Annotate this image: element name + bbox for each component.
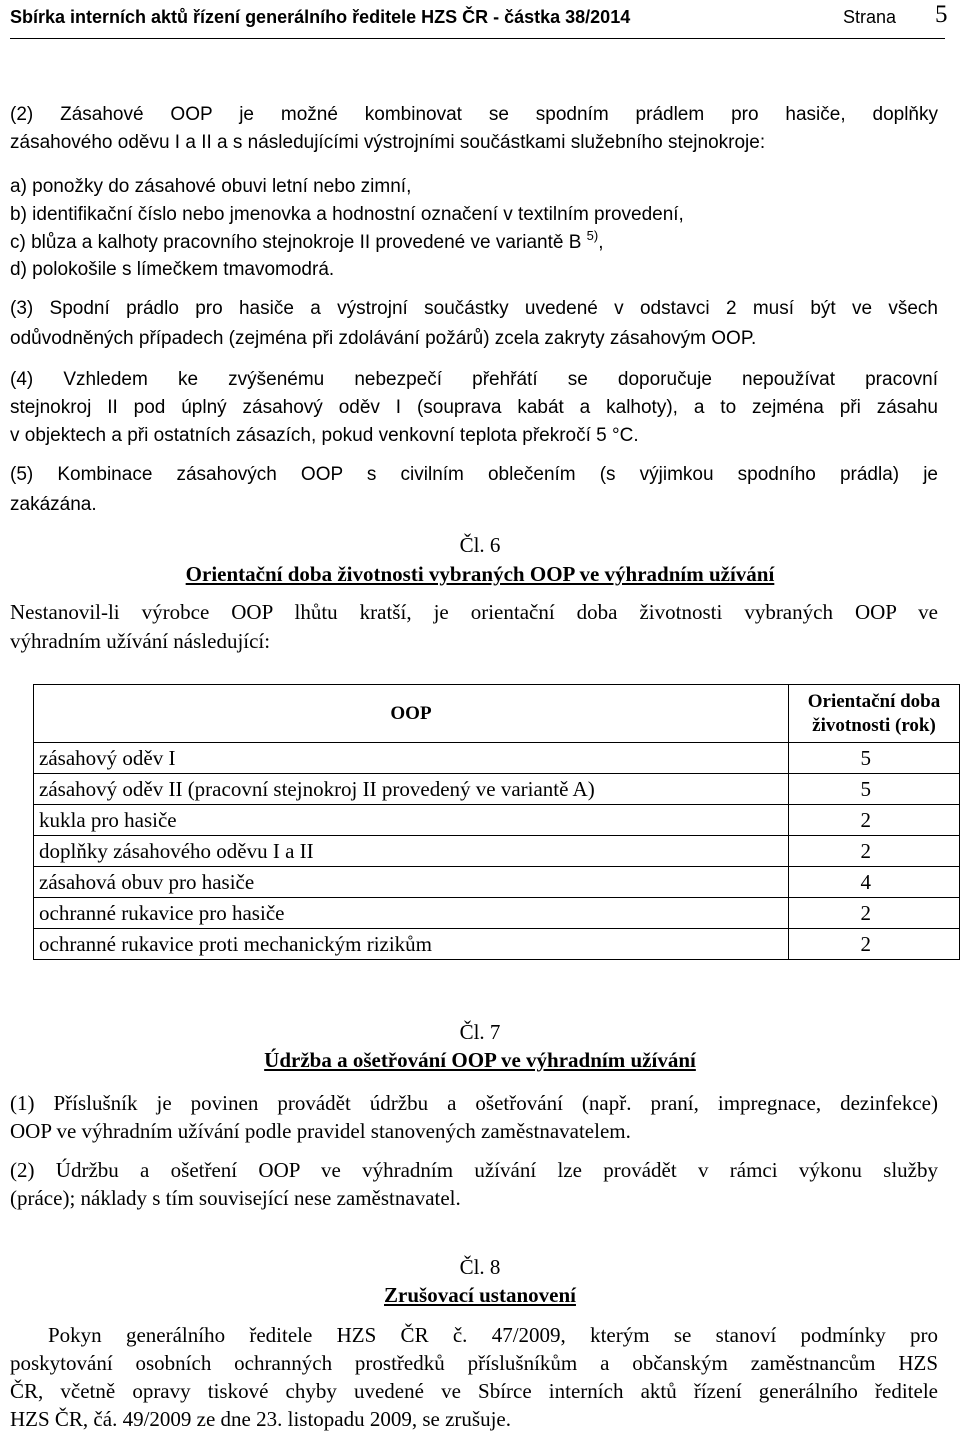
table-cell-item: ochranné rukavice proti mechanickým rizikům xyxy=(34,929,789,960)
table-cell-years: 5 xyxy=(789,774,960,805)
article-8-title: Zrušovací ustanovení xyxy=(384,1283,576,1307)
page-number: 5 xyxy=(935,1,948,28)
para5-line1: (5) Kombinace zásahových OOP s civilním oblečením (s výjimkou spodního prádla) je xyxy=(10,464,938,485)
table-row xyxy=(34,805,960,836)
table-cell-item: kukla pro hasiče xyxy=(34,805,789,836)
table-row xyxy=(34,774,960,805)
page-header xyxy=(10,1,948,39)
para3-line1: (3) Spodní prádlo pro hasiče a výstrojní součástky uvedené v odstavci 2 musí být ve všech xyxy=(10,298,938,319)
list-item-d: d) polokošile s límečkem tmavomodrá. xyxy=(10,259,335,280)
table-cell-years: 5 xyxy=(789,743,960,774)
article-7-title: Údržba a ošetřování OOP ve výhradním užívání xyxy=(264,1048,696,1072)
list-item-c xyxy=(10,228,938,255)
article-6-title: Orientační doba životnosti vybraných OOP ve výhradním užívání xyxy=(185,562,775,586)
article-7-p2-line1: (2) Údržbu a ošetření OOP ve výhradním užívání lze provádět v rámci výkonu služby xyxy=(10,1158,938,1182)
para4-line1: (4) Vzhledem ke zvýšenému nebezpečí přehřátí se doporučuje nepoužívat pracovní xyxy=(10,369,938,390)
collection-title: Sbírka interních aktů řízení generálního ředitele HZS ČR - částka 38/2014 xyxy=(10,7,631,27)
article-7-p1-line1: (1) Příslušník je povinen provádět údržbu a ošetřování (např. praní, impregnace, dezinfekce) xyxy=(10,1091,938,1115)
table-row xyxy=(34,743,960,774)
table-cell-years: 2 xyxy=(789,805,960,836)
lifespan-table xyxy=(33,684,960,960)
article-6-line2: výhradním užívání následující: xyxy=(10,629,271,653)
table-cell-years: 2 xyxy=(789,836,960,867)
table-row xyxy=(34,836,960,867)
table-header-row xyxy=(34,685,960,743)
header-lifespan xyxy=(789,685,960,743)
list-item-b: b) identifikační číslo nebo jmenovka a hodnostní označení v textilním provedení, xyxy=(10,204,684,225)
para4-line3: v objektech a při ostatních zásazích, pokud venkovní teplota překročí 5 °C. xyxy=(10,425,639,446)
article-7-p2-line2: (práce); náklady s tím související nese zaměstnavatel. xyxy=(10,1186,461,1210)
article-8-number: Čl. 8 xyxy=(459,1255,501,1279)
header-lifespan-line1: Orientační doba xyxy=(807,690,941,712)
article-8-line1: Pokyn generálního ředitele HZS ČR č. 47/2009, kterým se stanoví podmínky pro xyxy=(48,1323,938,1347)
table-cell-item: zásahový oděv II (pracovní stejnokroj II provedený ve variantě A) xyxy=(34,774,789,805)
table-row xyxy=(34,867,960,898)
page-label: Strana xyxy=(843,7,897,27)
article-7-p1-line2: OOP ve výhradním užívání podle pravidel stanovených zaměstnavatelem. xyxy=(10,1119,631,1143)
table-cell-years: 2 xyxy=(789,898,960,929)
header-lifespan-line2: životnosti (rok) xyxy=(812,714,936,736)
article-6-number: Čl. 6 xyxy=(459,533,501,557)
para4-line2: stejnokroj II pod úplný zásahový oděv I (souprava kabát a kalhoty), a to zejména při zásahu xyxy=(10,397,938,418)
article-6-line1: Nestanovil-li výrobce OOP lhůtu kratší, je orientační doba životnosti vybraných OOP ve xyxy=(10,600,938,624)
article-8-line2: poskytování osobních ochranných prostředků příslušníkům a občanským zaměstnancům HZS xyxy=(10,1351,938,1375)
para5-line2: zakázána. xyxy=(10,494,97,515)
article-7-number: Čl. 7 xyxy=(459,1020,501,1044)
list-item-c-text: c) blůza a kalhoty pracovního stejnokroje II provedené ve variantě B xyxy=(10,232,582,253)
list-item-a: a) ponožky do zásahové obuvi letní nebo zimní, xyxy=(10,176,412,197)
table-cell-item: zásahový oděv I xyxy=(34,743,789,774)
list-item-c-end: , xyxy=(598,232,604,253)
article-8-line4: HZS ČR, čá. 49/2009 ze dne 23. listopadu 2009, se zrušuje. xyxy=(10,1407,512,1431)
para3-line2: odůvodněných případech (zejména při zdolávání požárů) zcela zakryty zásahovým OOP. xyxy=(10,328,757,349)
table-cell-item: doplňky zásahového oděvu I a II xyxy=(34,836,789,867)
footnote-ref: 5) xyxy=(586,228,599,243)
table-cell-years: 2 xyxy=(789,929,960,960)
table-cell-item: zásahová obuv pro hasiče xyxy=(34,867,789,898)
table-cell-item: ochranné rukavice pro hasiče xyxy=(34,898,789,929)
header-oop: OOP xyxy=(34,685,789,743)
table-row xyxy=(34,898,960,929)
article-8-line3: ČR, včetně opravy tiskové chyby uvedené ve Sbírce interních aktů řízení generálního ředitele xyxy=(10,1379,938,1403)
para2-line1: (2) Zásahové OOP je možné kombinovat se spodním prádlem pro hasiče, doplňky xyxy=(10,104,938,125)
table-row xyxy=(34,929,960,960)
para2-line2: zásahového oděvu I a II a s následujícími výstrojními součástkami služebního stejnokroje: xyxy=(10,132,766,153)
table-cell-years: 4 xyxy=(789,867,960,898)
